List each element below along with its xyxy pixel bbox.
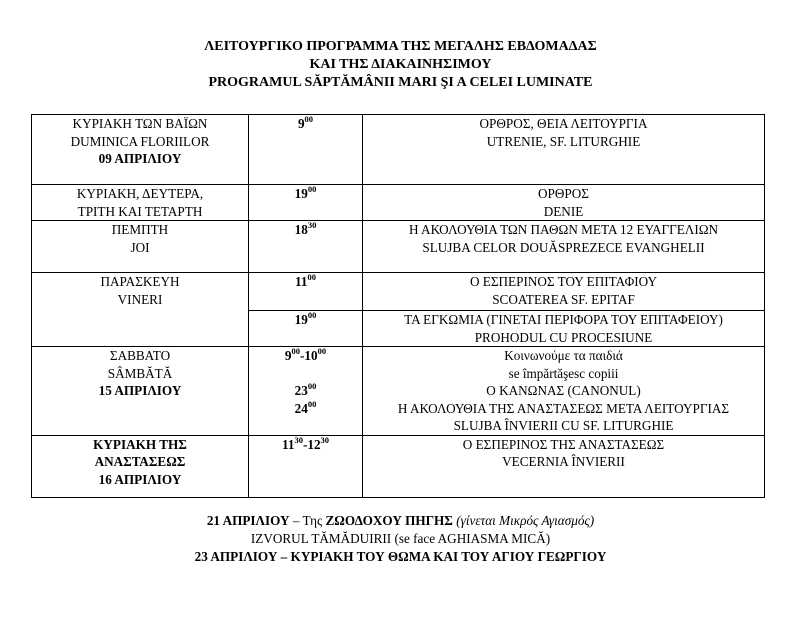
service-cell [363,435,765,497]
footer-feast-name: ΖΩΟΔΟΧΟΥ ΠΗΓΗΣ [325,513,453,528]
service-greek: Κοινωνούμε τα παιδιά [504,348,623,363]
day-cell [32,221,249,273]
day-date: 16 ΑΠΡΙΛΙΟΥ [98,471,182,487]
time-minutes: 00 [307,398,317,409]
time-cell [249,185,363,221]
day-name-greek: ΠΕΜΠΤΗ [111,222,169,237]
table-row [32,273,765,311]
service-cell [363,221,765,273]
time-separator: - [300,348,305,363]
service-greek: Ο ΕΣΠΕΡΙΝΟΣ ΤΗΣ ΑΝΑΣΤΑΣΕΩΣ [462,436,665,452]
footer-dash: – Της [289,513,326,528]
time-minutes: 00 [307,310,317,320]
time-minutes-end: 00 [317,346,327,356]
day-name-greek-2: ΑΝΑΣΤΑΣΕΩΣ [94,454,186,469]
footer-feast-note: (γίνεται Μικρός Αγιασμός) [452,513,595,528]
service-cell [363,273,765,311]
time-cell [249,435,363,497]
table-row [32,435,765,497]
footer-line-1 [0,512,801,530]
time-hour: 19 [294,186,308,201]
service-cell [363,185,765,221]
day-cell [32,185,249,221]
time-minutes: 00 [307,381,317,391]
time-minutes: 00 [291,346,300,356]
day-name-greek: ΚΥΡΙΑΚΗ, ΔΕΥΤΕΡΑ, [76,186,204,201]
table-row [32,221,765,273]
service-romanian: SCOATEREA SF. EPITAF [492,291,635,307]
time-hour: 9 [284,348,292,363]
service-romanian: PROHODUL CU PROCESIUNE [474,329,653,345]
service-greek-2: Ο ΚΑΝΩΝΑΣ (CANONUL) [486,383,641,398]
title-line-3: PROGRAMUL SĂPTĂMÂNII MARI ŞI A CELEI LUMINATE [208,75,593,90]
day-cell [32,273,249,347]
title-line-1: ΛΕΙΤΟΥΡΓΙΚΟ ΠΡΟΓΡΑΜΜΑ ΤΗΣ ΜΕΓΑΛΗΣ ΕΒΔΟΜΑΔΑΣ [204,39,597,54]
time-minutes-end: 30 [320,434,330,445]
day-name-greek: ΣΑΒΒΑΤΟ [109,348,171,363]
service-greek: ΤΑ ΕΓΚΩΜΙΑ (ΓΙΝΕΤΑΙ ΠΕΡΙΦΟΡΑ ΤΟΥ ΕΠΙΤΑΦΕΙΟΥ) [404,312,723,327]
time-cell [249,273,363,311]
day-cell [32,115,249,185]
time-cell [249,311,363,347]
service-romanian: SLUJBA CELOR DOUĂSPREZECE EVANGHELII [422,239,705,255]
service-romanian: se împărtăşesc copiii [508,365,619,381]
time-minutes: 30 [294,434,303,445]
footer-date: 21 ΑΠΡΙΛΙΟΥ [206,513,290,528]
day-name-greek: ΚΥΡΙΑΚΗ ΤΗΣ [93,436,187,452]
service-greek-3: Η ΑΚΟΛΟΥΘΙΑ ΤΗΣ ΑΝΑΣΤΑΣΕΩΣ ΜΕΤΑ ΛΕΙΤΟΥΡΓΙΑΣ [397,400,730,416]
service-greek: Ο ΕΣΠΕΡΙΝΟΣ ΤΟΥ ΕΠΙΤΑΦΙΟΥ [469,274,658,289]
title-line-2: ΚΑΙ ΤΗΣ ΔΙΑΚΑΙΝΗΣΙΜΟΥ [309,57,492,72]
day-name-romanian: VINERI [117,291,163,307]
schedule-table [31,114,765,498]
service-cell [363,347,765,436]
service-romanian-2: SLUJBA ÎNVIERII CU SF. LITURGHIE [453,418,674,433]
time-minutes: 00 [307,184,317,194]
service-romanian: VECERNIA ÎNVIERII [502,454,625,469]
time-hour: 18 [294,222,308,237]
day-name-greek-2: ΤΡΙΤΗ ΚΑΙ ΤΕΤΑΡΤΗ [77,203,203,219]
day-cell [32,347,249,436]
document-title [0,38,801,92]
table-row [32,185,765,221]
time-cell [249,115,363,185]
day-cell [32,435,249,497]
day-name-romanian: JOI [130,239,150,255]
time-hour: 19 [294,312,308,327]
service-greek: ΟΡΘΡΟΣ, ΘΕΙΑ ΛΕΙΤΟΥΡΓΙΑ [479,116,648,131]
time-hour: 11 [281,436,295,452]
service-romanian: UTRENIE, SF. LITURGHIE [486,133,641,149]
day-date: 15 ΑΠΡΙΛΙΟΥ [98,383,182,398]
time-hour: 9 [297,116,305,131]
day-name-romanian: DUMINICA FLORIILOR [70,133,210,149]
time-cell [249,221,363,273]
footer-line-3: 23 ΑΠΡΙΛΙΟΥ – ΚΥΡΙΑΚΗ ΤΟΥ ΘΩΜΑ ΚΑΙ ΤΟΥ ΑΓΙΟΥ ΓΕΩΡΓΙΟΥ [194,549,607,564]
day-name-romanian: SÂMBĂTĂ [107,365,173,381]
time-hour: 24 [294,400,308,416]
service-cell [363,115,765,185]
time-cell [249,347,363,436]
service-romanian: DENIE [543,203,584,219]
time-minutes: 00 [304,114,314,124]
time-hour-end: 10 [304,348,318,363]
table-row [32,115,765,185]
time-separator: - [302,436,308,452]
service-greek: Η ΑΚΟΛΟΥΘΙΑ ΤΩΝ ΠΑΘΩΝ ΜΕΤΑ 12 ΕΥΑΓΓΕΛΙΩΝ [408,222,719,237]
day-name-greek: ΠΑΡΑΣΚΕΥΗ [100,274,180,289]
time-minutes: 30 [307,220,317,230]
service-greek: ΟΡΘΡΟΣ [538,186,589,201]
footer-notes [0,512,801,566]
time-hour-end: 12 [307,436,321,452]
service-cell [363,311,765,347]
time-minutes: 00 [307,272,316,282]
time-hour: 23 [294,383,308,398]
time-hour: 11 [295,274,308,289]
day-date: 09 ΑΠΡΙΛΙΟΥ [98,151,182,166]
footer-line-2: IZVORUL TĂMĂDUIRII (se face AGHIASMA MICĂ) [250,531,551,546]
day-name-greek: ΚΥΡΙΑΚΗ ΤΩΝ ΒΑΪΩΝ [72,116,208,131]
table-row [32,347,765,436]
